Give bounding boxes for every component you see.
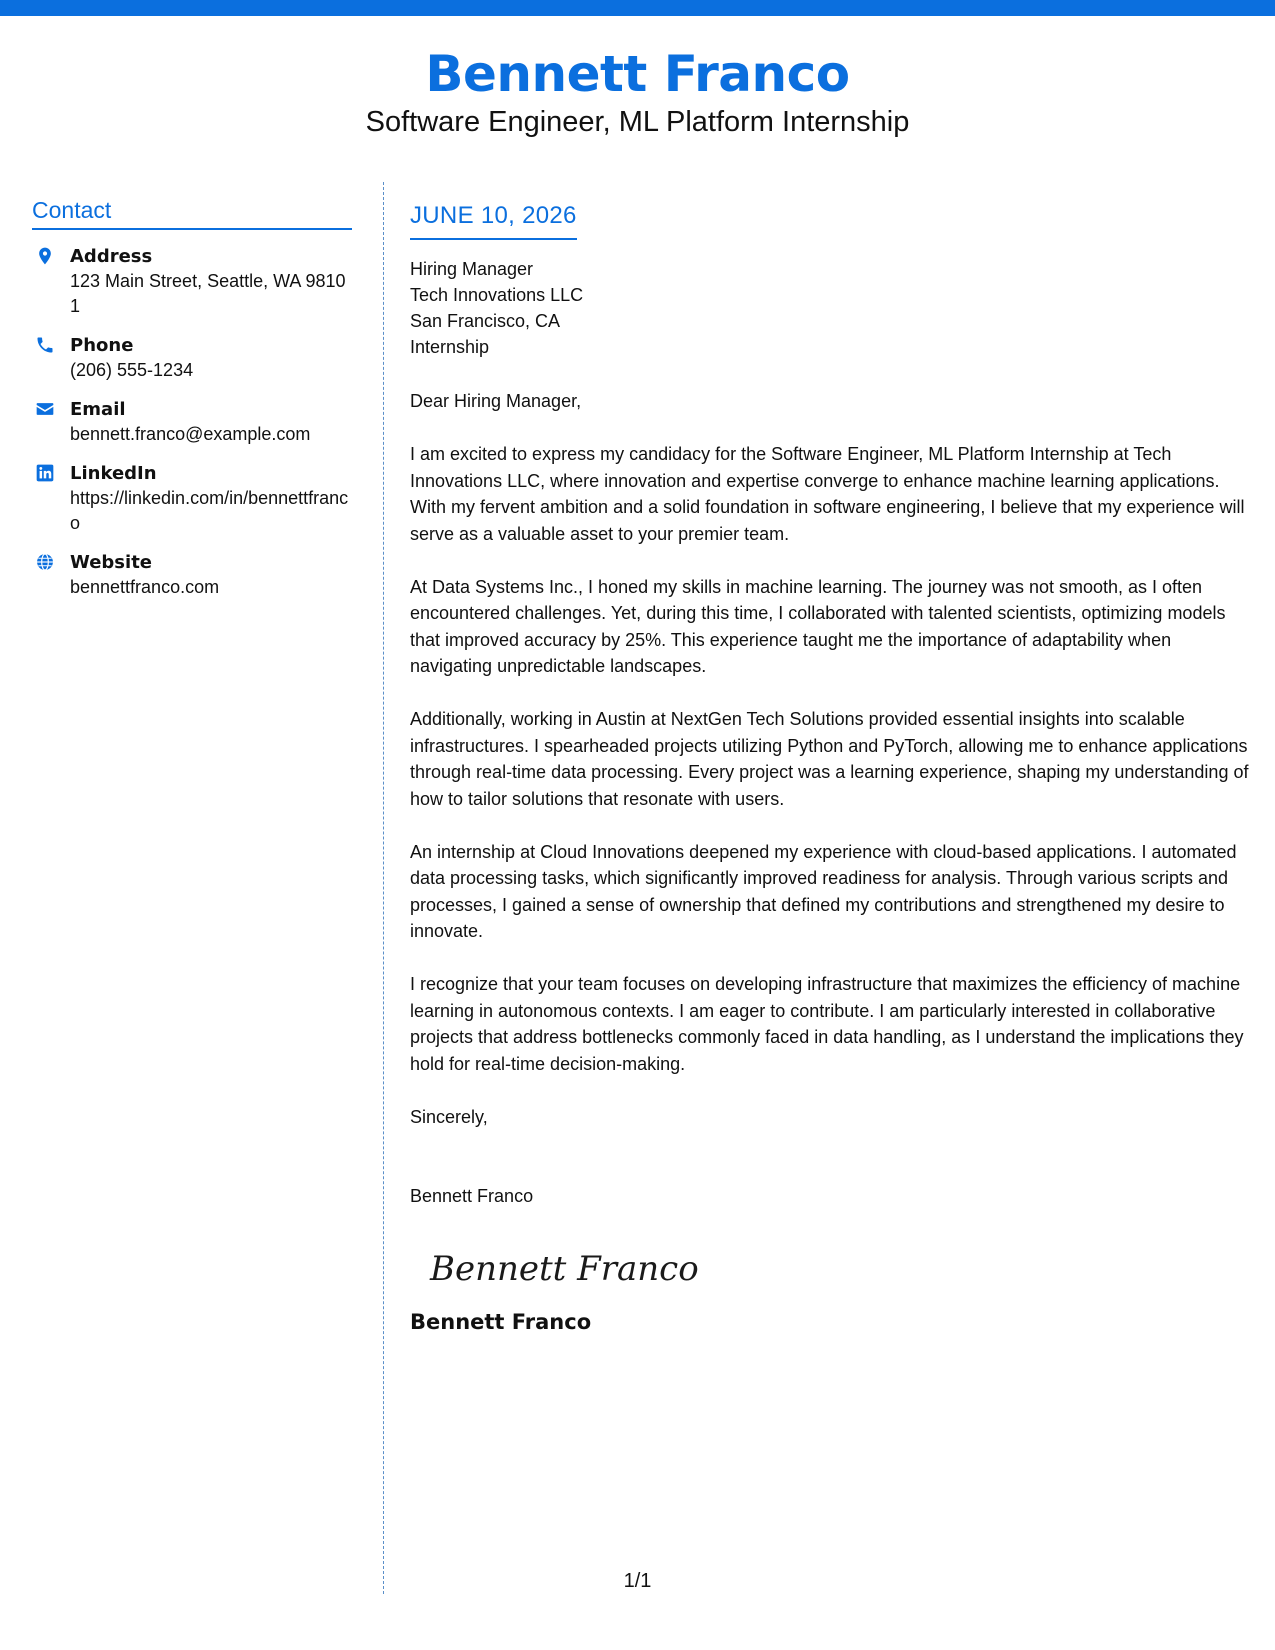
letter-paragraph: I am excited to express my candidacy for the Software Engineer, ML Platform Internship at Tech Innovations LLC, where innovation and expertise converge to enhance machine learning applications. With my fervent ambition and a solid foundation in software engineering, I believe that my experience will serve as a valuable asset to your premier team. [410,444,1245,544]
signed-name: Bennett Franco [410,1186,534,1206]
contact-value: (206) 555-1234 [70,360,194,380]
envelope-icon [35,399,55,419]
contact-label: Address [70,246,153,267]
letter-paragraph: I recognize that your team focuses on developing infrastructure that maximizes the efficiency of machine learning in autonomous contexts. I am eager to contribute. I am particularly interested in collaborative projects that address bottlenecks commonly faced in data handling, as I understand the implications they hold for real-time decision-making. [410,974,1244,1074]
contact-phone [32,333,352,383]
contact-label: LinkedIn [70,463,157,484]
job-title: Software Engineer, ML Platform Internship [365,106,910,138]
candidate-name: Bennett Franco [425,45,850,103]
salutation: Dear Hiring Manager, [410,391,582,411]
contact-value: 123 Main Street, Seattle, WA 98101 [70,271,346,316]
contact-sidebar [32,196,352,600]
closing: Sincerely, [410,1106,488,1127]
handwritten-signature [426,1236,699,1296]
contact-value-link[interactable]: https://linkedin.com/in/bennettfranco [70,488,349,533]
letter-paragraph: Additionally, working in Austin at NextGen Tech Solutions provided essential insights into scalable infrastructures. I spearheaded projects utilizing Python and PyTorch, allowing me to enhance applications through real-time data processing. Every project was a learning experience, shaping my understanding of how to tailor solutions that resonate with users. [410,709,1249,809]
signature-text: Bennett Franco [430,1248,699,1289]
contact-label: Phone [70,335,134,356]
letter-paragraph: At Data Systems Inc., I honed my skills in machine learning. The journey was not smooth, as I often encountered challenges. Yet, during this time, I collaborated with talented scientists, optimizing models that improved accuracy by 25%. This experience taught me the importance of adaptability when navigating unpredictable landscapes. [410,576,1226,676]
page-header [0,44,1275,140]
contact-website [32,550,352,600]
recipient-line: San Francisco, CA [410,311,561,331]
contact-label: Website [70,552,153,573]
column-divider [383,182,384,1594]
recipient-block [410,256,1250,360]
recipient-line: Hiring Manager [410,259,534,279]
recipient-line: Tech Innovations LLC [410,285,584,305]
contact-value: bennett.franco@example.com [70,424,311,444]
contact-linkedin [32,461,352,536]
recipient-line: Internship [410,337,490,357]
contact-label: Email [70,399,126,420]
map-pin-icon [35,246,55,266]
contact-value-link[interactable]: bennettfranco.com [70,577,220,597]
contact-section-title: Contact [32,196,352,230]
letter-body [410,200,1250,1336]
page-number: 1/1 [623,1570,652,1592]
letter-date: JUNE 10, 2026 [410,200,577,240]
top-accent-bar [0,0,1275,16]
contact-email [32,397,352,447]
letter-paragraph: An internship at Cloud Innovations deepened my experience with cloud-based applications. I automated data processing tasks, which significantly improved readiness for analysis. Through various scripts and processes, I gained a sense of ownership that defined my contributions and strengthened my desire to innovate. [410,841,1237,941]
linkedin-icon [35,463,55,483]
contact-address [32,244,352,319]
phone-icon [35,335,55,355]
globe-icon [35,552,55,572]
signature-block-name: Bennett Franco [410,1310,592,1334]
